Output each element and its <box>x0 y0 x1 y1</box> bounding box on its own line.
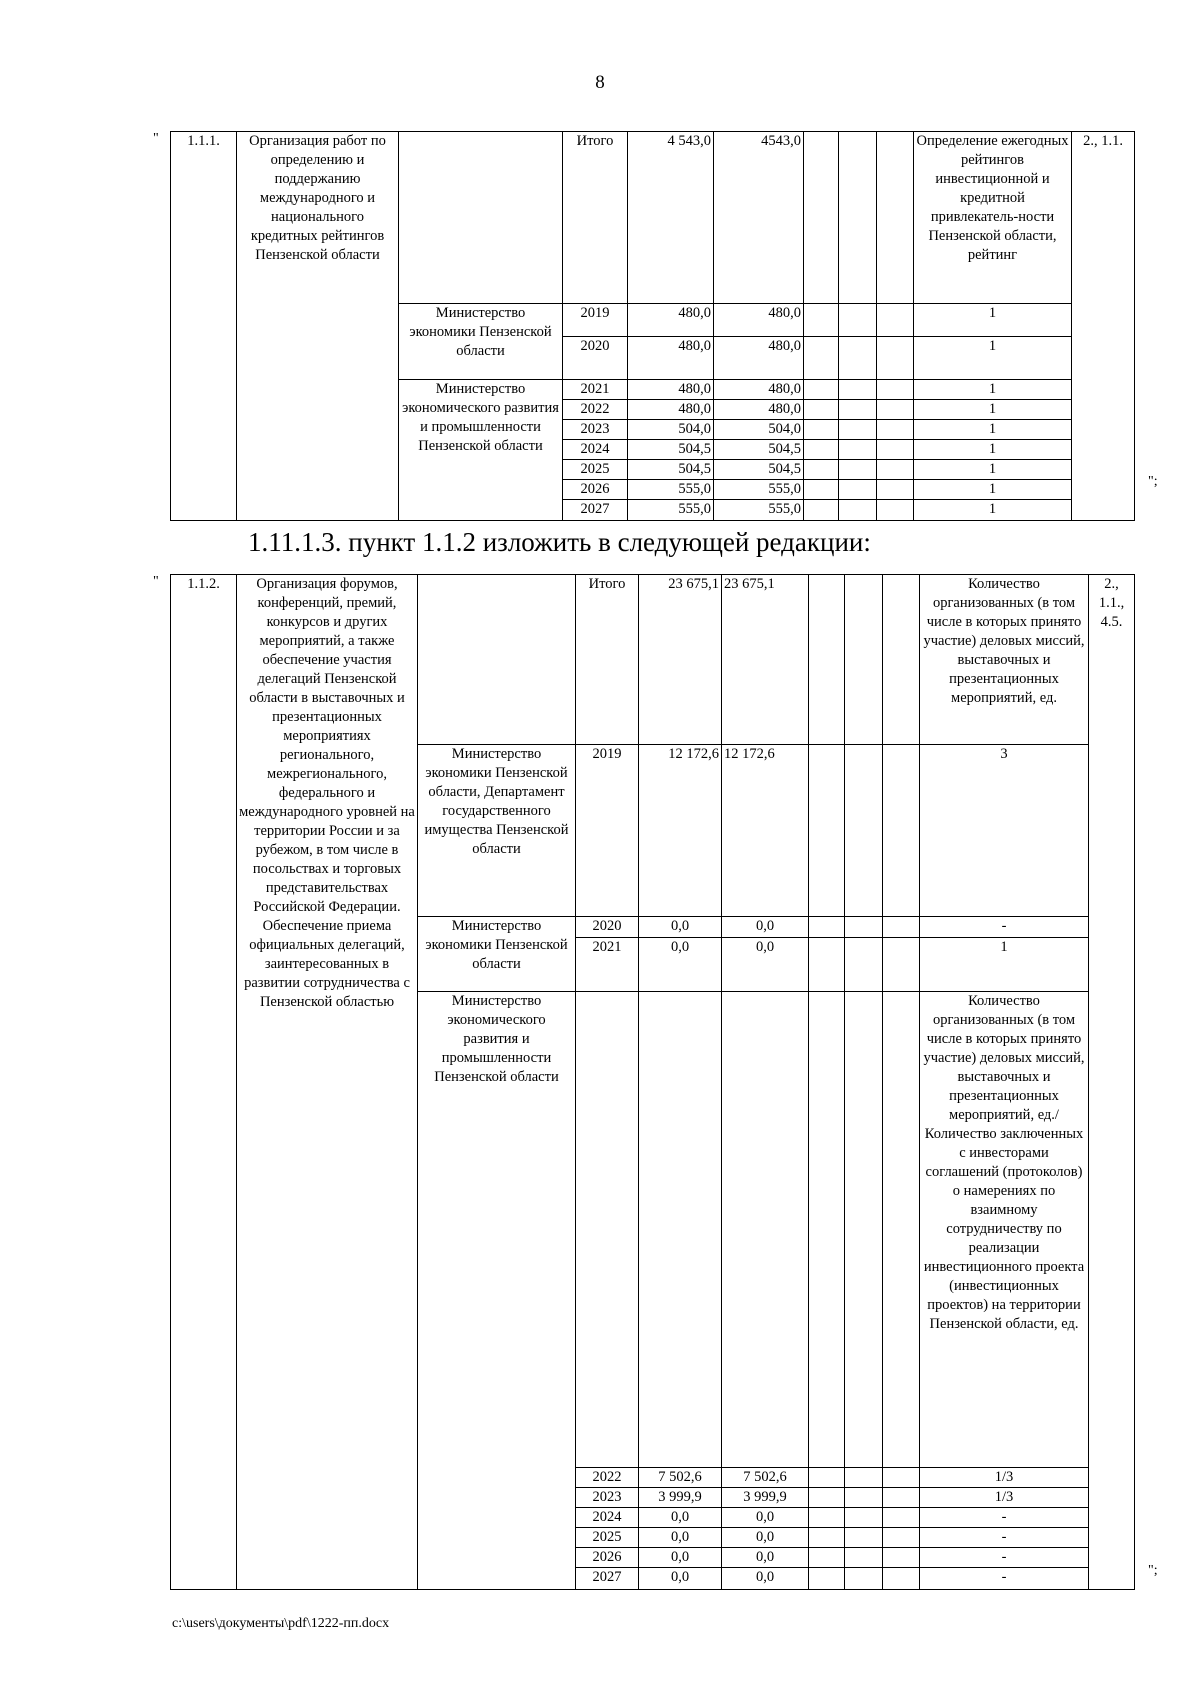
year-cell: 2021 <box>563 380 628 400</box>
year-cell: 2027 <box>576 1568 639 1590</box>
year-cell: 2019 <box>576 745 639 917</box>
total-cell: 0,0 <box>639 1548 722 1568</box>
year-cell: 2027 <box>563 500 628 521</box>
total-cell: 12 172,6 <box>639 745 722 917</box>
executor: Министерство экономики Пензенской области <box>418 917 576 992</box>
total-sum: 23 675,1 <box>639 575 722 745</box>
regional-cell: 480,0 <box>714 337 804 380</box>
indicator-value: 1 <box>914 337 1072 380</box>
task-ref: 2., 1.1., 4.5. <box>1089 575 1135 1590</box>
executor: Министерство экономики Пензенской области <box>399 304 563 380</box>
year-cell: 2020 <box>563 337 628 380</box>
year-cell: 2025 <box>576 1528 639 1548</box>
regional-cell: 504,5 <box>714 460 804 480</box>
total-cell: 480,0 <box>628 400 714 420</box>
indicator-value: - <box>920 1548 1089 1568</box>
regional-cell: 0,0 <box>722 1568 809 1590</box>
regional-cell: 504,5 <box>714 440 804 460</box>
year-cell: 2022 <box>576 1468 639 1488</box>
indicator-name: Определение ежегодных рейтингов инвестиционной и кредитной привлекатель-ности Пензенской области, рейтинг <box>914 132 1072 304</box>
indicator-value: 1 <box>914 460 1072 480</box>
year-cell: 2023 <box>576 1488 639 1508</box>
indicator-value: 1 <box>914 440 1072 460</box>
regional-cell: 480,0 <box>714 400 804 420</box>
indicator-value: 1 <box>914 400 1072 420</box>
task-ref: 2., 1.1. <box>1072 132 1135 521</box>
total-cell: 3 999,9 <box>639 1488 722 1508</box>
indicator-value: - <box>920 1508 1089 1528</box>
close-quote: "; <box>1148 1563 1158 1578</box>
year-cell: 2023 <box>563 420 628 440</box>
total-cell: 504,5 <box>628 460 714 480</box>
item-name: Организация работ по определению и поддержанию международного и национального кредитных рейтингов Пензенской области <box>237 132 399 521</box>
amendment-heading: 1.11.1.3. пункт 1.1.2 изложить в следующей редакции: <box>248 527 871 557</box>
total-cell: 555,0 <box>628 500 714 521</box>
regional-cell: 3 999,9 <box>722 1488 809 1508</box>
item-number: 1.1.1. <box>171 132 237 521</box>
item-name: Организация форумов, конференций, премий, конкурсов и других мероприятий, а также обеспечение участия делегаций Пензенской области в выставочных и презентационных мероприятиях регионального, межрегионального, федерального и международного уровней на территории России и за рубежом, в том числе в посольствах и торговых представительствах Российской Федерации. Обеспечение приема официальных делегаций, заинтересованных в развитии сотрудничества с Пензенской областью <box>237 575 418 1590</box>
indicator-value: 1 <box>914 380 1072 400</box>
total-cell: 0,0 <box>639 1508 722 1528</box>
executor: Министерство экономики Пензенской области, Департамент государственного имущества Пензенской области <box>418 745 576 917</box>
total-cell: 0,0 <box>639 917 722 938</box>
regional-cell: 7 502,6 <box>722 1468 809 1488</box>
executor: Министерство экономического развития и промышленности Пензенской области <box>418 992 576 1590</box>
total-cell: 480,0 <box>628 304 714 337</box>
total-cell: 0,0 <box>639 938 722 992</box>
regional-cell: 555,0 <box>714 480 804 500</box>
year-cell: 2026 <box>576 1548 639 1568</box>
open-quote: " <box>153 574 159 589</box>
indicator-value: 1 <box>914 304 1072 337</box>
total-regional: 4543,0 <box>714 132 804 304</box>
executor: Министерство экономического развития и промышленности Пензенской области <box>399 380 563 521</box>
year-cell: 2022 <box>563 400 628 420</box>
item-number: 1.1.2. <box>171 575 237 1590</box>
regional-cell: 0,0 <box>722 1528 809 1548</box>
indicator-value: 1/3 <box>920 1488 1089 1508</box>
total-label: Итого <box>576 575 639 745</box>
regional-cell: 0,0 <box>722 1508 809 1528</box>
year-cell: 2026 <box>563 480 628 500</box>
total-cell: 504,5 <box>628 440 714 460</box>
page-number: 8 <box>595 72 605 93</box>
indicator-name: Количество организованных (в том числе в которых принято участие) деловых миссий, выставочных и презентационных мероприятий, ед. <box>920 575 1089 745</box>
footer-file-path: c:\users\документы\pdf\1222-пп.docx <box>172 1616 390 1631</box>
year-cell: 2020 <box>576 917 639 938</box>
indicator-value: - <box>920 1528 1089 1548</box>
year-cell: 2025 <box>563 460 628 480</box>
open-quote: " <box>153 131 159 146</box>
indicator-value: 1 <box>920 938 1089 992</box>
table-row <box>171 575 1135 745</box>
regional-cell: 12 172,6 <box>722 745 809 917</box>
total-regional: 23 675,1 <box>722 575 809 745</box>
indicator-value: 3 <box>920 745 1089 917</box>
total-cell: 480,0 <box>628 337 714 380</box>
indicator-value: - <box>920 1568 1089 1590</box>
total-cell: 504,0 <box>628 420 714 440</box>
table-row <box>171 132 1135 304</box>
regional-cell: 0,0 <box>722 1548 809 1568</box>
indicator-value: 1/3 <box>920 1468 1089 1488</box>
close-quote: "; <box>1148 474 1158 489</box>
indicator-name: Количество организованных (в том числе в которых принято участие) деловых миссий, выставочных и презентационных мероприятий, ед./Количество заключенных с инвесторами соглашений (протоколов) о намерениях по взаимному сотрудничеству по реализации инвестиционного проекта (инвестиционных проектов) на территории Пензенской области, ед. <box>920 992 1089 1468</box>
year-cell: 2021 <box>576 938 639 992</box>
total-cell: 555,0 <box>628 480 714 500</box>
total-cell: 7 502,6 <box>639 1468 722 1488</box>
indicator-value: 1 <box>914 420 1072 440</box>
indicator-value: - <box>920 917 1089 938</box>
program-table-1-1-2 <box>170 574 1135 1590</box>
total-cell: 0,0 <box>639 1568 722 1590</box>
indicator-value: 1 <box>914 480 1072 500</box>
indicator-value: 1 <box>914 500 1072 521</box>
total-label: Итого <box>563 132 628 304</box>
program-table-1-1-1 <box>170 131 1135 521</box>
total-cell: 0,0 <box>639 1528 722 1548</box>
regional-cell: 504,0 <box>714 420 804 440</box>
total-sum: 4 543,0 <box>628 132 714 304</box>
regional-cell: 0,0 <box>722 917 809 938</box>
regional-cell: 555,0 <box>714 500 804 521</box>
year-cell: 2024 <box>563 440 628 460</box>
year-cell: 2019 <box>563 304 628 337</box>
regional-cell: 0,0 <box>722 938 809 992</box>
regional-cell: 480,0 <box>714 304 804 337</box>
total-cell: 480,0 <box>628 380 714 400</box>
regional-cell: 480,0 <box>714 380 804 400</box>
year-cell: 2024 <box>576 1508 639 1528</box>
